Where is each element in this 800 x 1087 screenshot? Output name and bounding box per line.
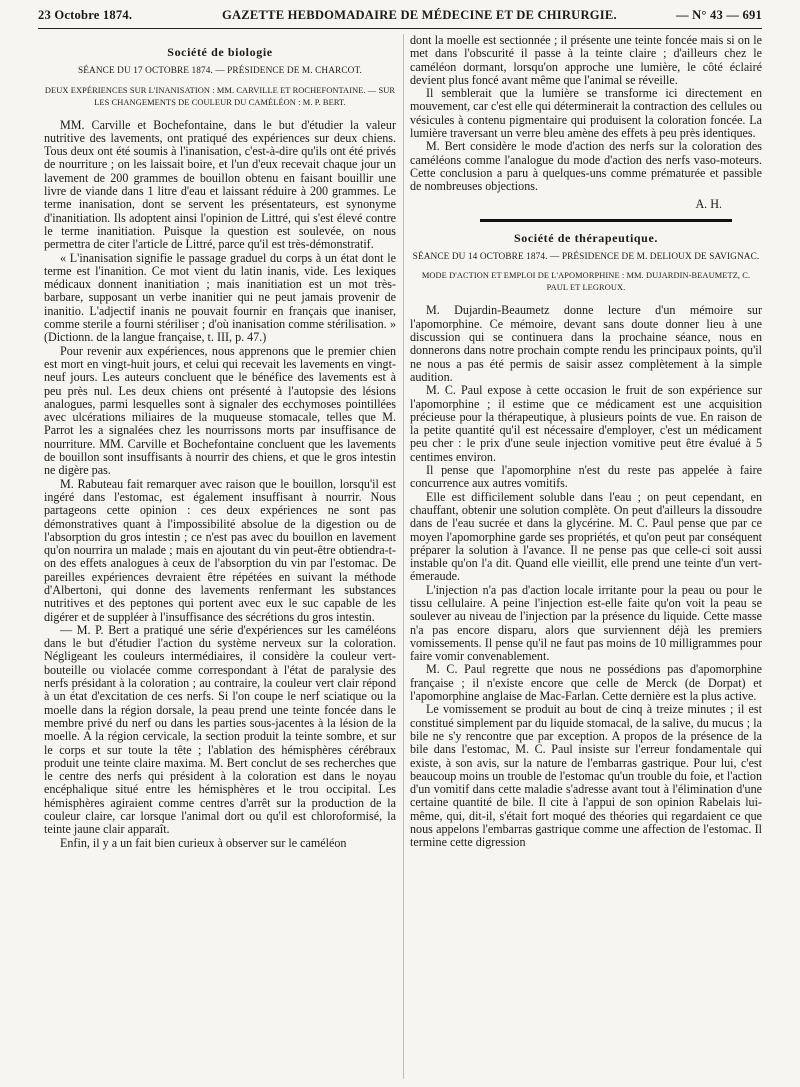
author-signature: A. H. — [695, 196, 722, 211]
paragraph: M. C. Paul expose à cette occasion le fruit de son expérience sur l'apomorphine ; il estime que ce médicament est une acquisition précieuse pour la thérapeutique, à plusieurs points de vue. En raison de la petite quantité qu'il est nécessaire d'employer, c'est un médicament peu cher : le prix d'une seule injection vomitive peut être évalué à 5 centimes environ. — [410, 383, 762, 464]
paragraph: Le vomissement se produit au bout de cinq à treize minutes ; il est constitué simplement par du liquide stomacal, de la salive, du mucus ; la bile ne s'y rencontre que par exception. A propos de la présence de la bile dans l'estomac, M. C. Paul insiste sur l'erreur fondamentale qui existe, à son avis, sur la nature de l'embarras gastrique. Pour lui, c'est beaucoup moins un trouble de l'estomac qu'un trouble du foie, et l'action d'un vomitif dans cette maladie s'adresse avant tout à l'élimination d'une certaine quantité de bile. Il cite à l'appui de son opinion Rabelais lui-même, qui, dit-il, s'était fort moqué des théories qui regardaient ce que nous appelons l'embarras gastrique comme une affection de l'estomac. Il termine cette digression — [410, 702, 762, 850]
paragraph: Elle est difficilement soluble dans l'eau ; on peut cependant, en chauffant, obtenir une solution complète. On peut d'ailleurs la dissoudre dans de l'eau sucrée et dans la glycérine. M. C. Paul pense que par ce moyen l'apomorphine garde ses propriétés, et qu'on peut par conséquent préparer la solution à l'avance. Il ne pense pas que celle-ci soit aussi instable qu'on l'a dit. Quand elle vieillit, elle prend une teinte d'un vert-émeraude. — [410, 489, 762, 584]
session-subject: DEUX EXPÉRIENCES SUR L'INANISATION : MM. CARVILLE ET ROCHEFONTAINE. — SUR LES CHANGEMENTS DE COULEUR DU CAMÉLÉON : M. P. BERT. — [44, 85, 396, 107]
right-column — [410, 34, 762, 1079]
paragraph: M. Bert considère le mode d'action des nerfs sur la coloration des caméléons comme l'analogue du mode d'action des nerfs vaso-moteurs. Cette conclusion a paru à quelques-uns comme prématurée et passible de nombreuses objections. — [410, 139, 762, 194]
session-subject: MODE D'ACTION ET EMPLOI DE L'APOMORPHINE : MM. DUJARDIN-BEAUMETZ, C. PAUL ET LEGROUX. — [421, 271, 751, 293]
paragraph: MM. Carville et Bochefontaine, dans le but d'étudier la valeur nutritive des lavements, ont pratiqué des expériences sur deux chiens. Tous deux ont été soumis à l'inanisation, c'est-à-dire qu'ils ont été privés de nourriture ; on les laissait boire, et l'un d'eux recevait chaque jour un lavement de 200 grammes de bouillon obtenu en faisant bouillir une livre de viande dans 1 litre d'eau et laissant réduire à 200 grammes. Le terme inanisation, dont se servent les présentateurs, est synonyme d'inanitiation. Ils adoptent ainsi l'opinion de Littré, qui s'est élevé contre le terme inanitiation. Puisque la question est soulevée, on nous permettra de citer l'article de Littré, parce qu'il est très-démonstratif. — [44, 117, 396, 252]
paragraph: M. Dujardin-Beaumetz donne lecture d'un mémoire sur l'apomorphine. Ce mémoire, devant sans doute donner lieu à une discussion qui se continuera dans la prochaine séance, nous en donnerons dans notre prochain compte rendu les principaux points, qu'il ne nous a pas été permis de saisir assez complètement à la simple audition. — [410, 303, 762, 384]
paragraph: L'injection n'a pas d'action locale irritante pour la peau ou pour le tissu cellulaire. A peine l'injection est-elle faite qu'on voit la peau se soulever au niveau de l'injection par la présence du liquide. Cette masse n'a pas encore disparu, alors que surviennent déjà les premiers vomissements. Il pense qu'il ne faut pas moins de 10 milligrammes pour faire vomir convenablement. — [410, 582, 762, 664]
paragraph: « L'inanisation signifie le passage graduel du corps à un état dont le terme est l'inanition. Ce mot vient du latin inanis, vide. Les lexiques médicaux donnent inanitiation ; mais inanitiation est un mot très-barbare, supposant un verbe inanitier qui ne peut jamais provenir de inanitio. L'adjectif inanis ne pouvait fournir en français que inaniser, comme sterile a fourni stériliser ; d'où inanisation comme stérilisation. » (Dictionn. de la langue française, t. III, p. 47.) — [44, 250, 396, 345]
paragraph: Il semblerait que la lumière se transforme ici directement en mouvement, car c'est elle qui déterminerait la contraction des cellules ou vésicules à contenu pigmentaire qui produisent la coloration foncée. La lumière traversant un verre bleu amène des effets à peu près identiques. — [410, 86, 762, 141]
paragraph: Enfin, il y a un fait bien curieux à observer sur le caméléon — [60, 835, 347, 850]
session-line: SÉANCE DU 17 OCTOBRE 1874. — PRÉSIDENCE DE M. CHARCOT. — [78, 66, 362, 77]
paragraph: — M. P. Bert a pratiqué une série d'expériences sur les caméléons dans le but d'étudier l'action du système nerveux sur la coloration. Négligeant les couleurs intermédiaires, il considère la couleur vert-bouteille ou violacée comme correspondant à l'état de paralysie des nerfs présidant à la coloration ; au contraire, la couleur vert clair répond à un état d'excitation de ces nerfs. Si l'on coupe le nerf sciatique ou la moelle dans la région dorsale, la peau prend une teinte foncée dans le membre privé du nerf ou dans les parties sous-jacentes à la lésion de la moelle. A la région cervicale, la section produit la teinte sombre, et sur le corps et sur toute la tête ; l'ablation des hémisphères cérébraux produit une teinte claire maxima. M. Bert conclut de ses recherches que le centre des nerfs qui président à la coloration est dans le noyau encéphalique situé entre les hémisphères et le trou occipital. Les hémisphères agiraient comme centres d'arrêt sur la production de la couleur claire, car lorsque l'animal dort ou qu'il est chloroformisé, la teinte jaune clair apparaît. — [44, 622, 396, 837]
paragraph: M. Rabuteau fait remarquer avec raison que le bouillon, lorsqu'il est ingéré dans l'estomac, est également insuffisant à nourrir. Nous partageons cette opinion : ces deux expériences ne sont pas démonstratives quant à l'impossibilité absolue de la digestion ou de l'absorption du gros intestin ; ce n'est pas avec du bouillon en lavement qu'on nourrira un malade ; mais en ajoutant du vin peut-être obtiendra-t-on des effets analogues à ceux de l'absorption du vin par l'estomac. De pareilles expériences devraient être répétées en suivant la méthode d'Albertoni, qui donne des lavements renfermant les substances nutritives et des peptones qui portent avec eux le suc capable de les digérer et de suppléer à l'insuffisance des sécrétions du gros intestin. — [44, 476, 396, 624]
header-date: 23 Octobre 1874. — [38, 8, 133, 22]
paragraph: Il pense que l'apomorphine n'est du reste pas appelée à faire concurrence aux autres vomitifs. — [410, 463, 762, 491]
paragraph: Pour revenir aux expériences, nous apprenons que le premier chien est mort en vingt-huit jours, et celui qui recevait les lavements en vingt-neuf jours. Les auteurs concluent que le bénéfice des lavements est à peu près nul. Les deux chiens ont présenté à l'autopsie des lésions analogues, parmi lesquelles sont à signaler des ecchymoses pointillées avec ulcérations miliaires de la muqueuse stomacale, telles que M. Parrot les a signalées chez les nourrissons morts par insuffisance de nourriture. MM. Carville et Bochefontaine concluent que les lavements de bouillon sont insuffisants à nourrir des chiens, et que le gros intestin ne digère pas. — [44, 343, 396, 478]
paragraph: M. C. Paul regrette que nous ne possédions pas d'apomorphine française ; il n'existe encore que celle de Merck (de Dorpat) et l'apomorphine anglaise de Mac-Farlan. Cette dernière est la plus active. — [410, 662, 762, 704]
section-title-therapeutique: Société de thérapeutique. — [514, 230, 658, 245]
page-header — [38, 4, 762, 29]
section-rule — [480, 219, 732, 222]
paragraph: dont la moelle est sectionnée ; il présente une teinte foncée mais si on le met dans l'obscurité il passe à la teinte claire ; d'ailleurs chez le caméléon dormant, lorsqu'on approche une lumière, le côté éclairé devient plus foncé avant même que l'animal se réveille. — [410, 34, 762, 87]
journal-title: GAZETTE HEBDOMADAIRE DE MÉDECINE ET DE CHIRURGIE. — [222, 8, 617, 22]
issue-and-page-number: — N° 43 — 691 — [676, 8, 762, 22]
section-title-biologie: Société de biologie — [167, 45, 273, 59]
session-line: SÉANCE DU 14 OCTOBRE 1874. — PRÉSIDENCE DE M. DELIOUX DE SAVIGNAC. — [412, 252, 760, 263]
column-divider — [403, 34, 404, 1079]
left-column — [44, 34, 396, 1079]
